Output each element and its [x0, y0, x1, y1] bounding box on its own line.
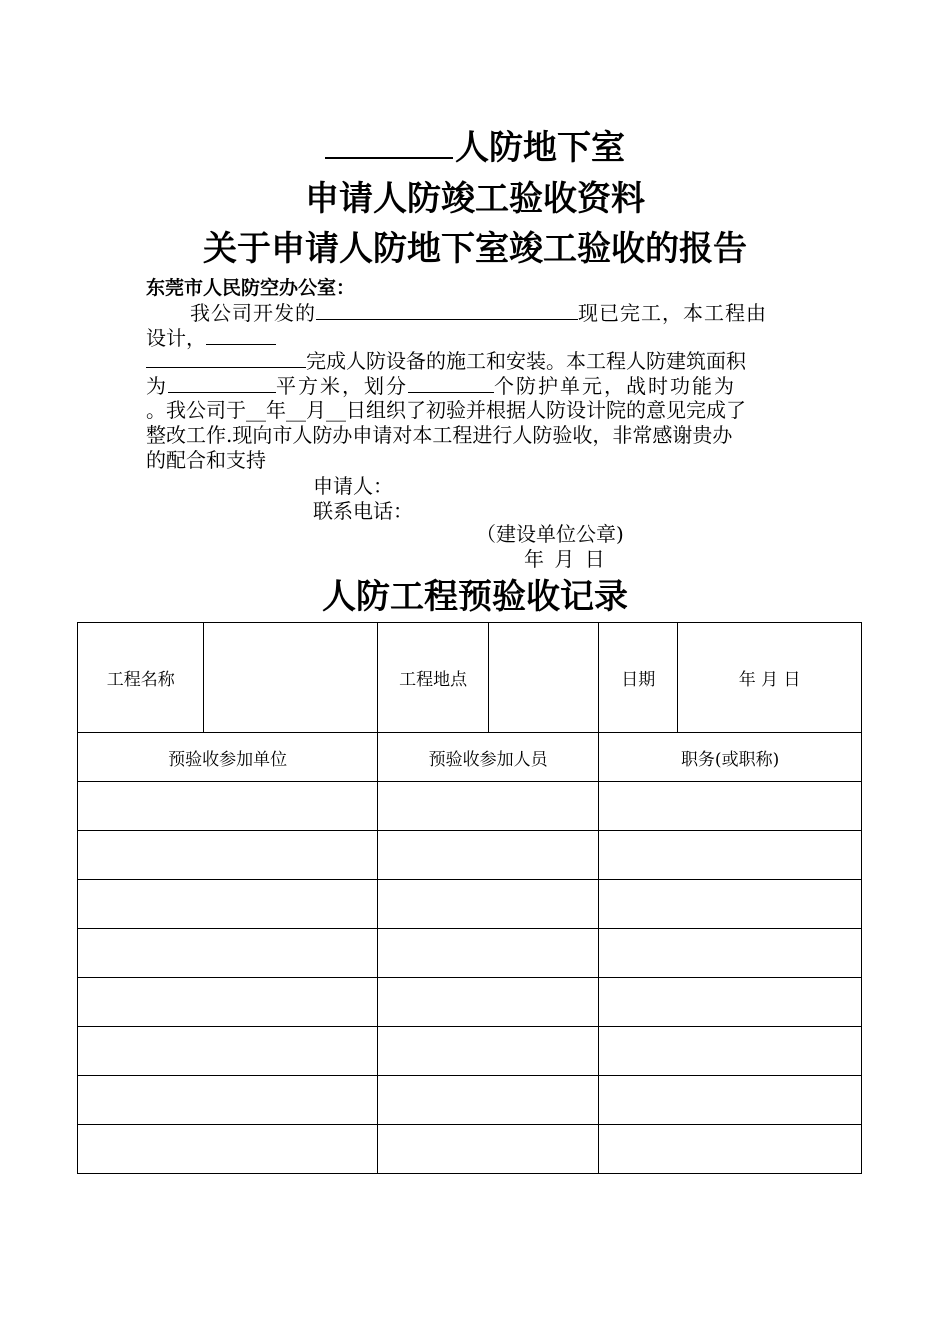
column-header-position: 职务(或职称)	[599, 733, 862, 782]
contractor-blank[interactable]	[146, 348, 306, 368]
p2-text: 完成人防设备的施工和安装。本工程人防建筑面积	[306, 349, 746, 373]
applicant-label: 申请人：	[313, 474, 393, 498]
unit-cell[interactable]	[78, 1125, 378, 1174]
table-row	[78, 1125, 862, 1174]
p3-text-a: 为	[146, 374, 168, 398]
unit-cell[interactable]	[78, 782, 378, 831]
table-row	[78, 831, 862, 880]
paragraph-line-3	[146, 373, 736, 398]
unit-cell[interactable]	[78, 831, 378, 880]
table-header-row	[78, 623, 862, 733]
position-cell[interactable]	[599, 1125, 862, 1174]
letter-date: 年 月 日	[524, 547, 607, 571]
table-columns-row	[78, 733, 862, 782]
addressee: 东莞市人民防空办公室：	[146, 277, 356, 299]
unit-cell[interactable]	[78, 1027, 378, 1076]
pre-acceptance-table	[77, 622, 862, 1174]
unit-cell[interactable]	[78, 1076, 378, 1125]
project-location-label: 工程地点	[378, 623, 489, 733]
title-line-1	[0, 127, 950, 169]
unit-cell[interactable]	[78, 929, 378, 978]
table-row	[78, 1076, 862, 1125]
p3-text-b: 平方米，划分	[276, 374, 408, 398]
table-row	[78, 1027, 862, 1076]
table-row	[78, 978, 862, 1027]
position-cell[interactable]	[599, 782, 862, 831]
paragraph-line-1	[190, 300, 767, 325]
p1-text-b: 现已完工，本工程由	[578, 301, 767, 325]
paragraph-line-2	[146, 348, 746, 373]
project-name-cell[interactable]	[204, 623, 378, 733]
paragraph-line-4: 。我公司于__年__月__日组织了初验并根据人防设计院的意见完成了	[146, 398, 746, 422]
p3-text-c: 个防护单元，战时功能为	[494, 374, 736, 398]
personnel-cell[interactable]	[378, 880, 599, 929]
position-cell[interactable]	[599, 880, 862, 929]
date-label: 日期	[599, 623, 678, 733]
unit-cell[interactable]	[78, 978, 378, 1027]
table-row	[78, 880, 862, 929]
personnel-cell[interactable]	[378, 1125, 599, 1174]
position-cell[interactable]	[599, 978, 862, 1027]
personnel-cell[interactable]	[378, 1027, 599, 1076]
project-location-cell[interactable]	[489, 623, 599, 733]
table-row	[78, 782, 862, 831]
personnel-cell[interactable]	[378, 978, 599, 1027]
title-text-1: 人防地下室	[455, 128, 625, 168]
record-title: 人防工程预验收记录	[322, 577, 628, 617]
personnel-cell[interactable]	[378, 831, 599, 880]
title-line-2: 申请人防竣工验收资料	[305, 179, 645, 219]
position-cell[interactable]	[599, 1076, 862, 1125]
p1-text-a: 我公司开发的	[190, 301, 316, 325]
unit-cell[interactable]	[78, 880, 378, 929]
project-name-label: 工程名称	[78, 623, 204, 733]
project-name-blank[interactable]	[316, 300, 578, 320]
paragraph-line-1b	[146, 325, 276, 350]
units-blank[interactable]	[408, 373, 494, 393]
personnel-cell[interactable]	[378, 782, 599, 831]
area-blank[interactable]	[168, 373, 276, 393]
p1-text-c: 设计，	[146, 326, 206, 350]
column-header-unit: 预验收参加单位	[78, 733, 378, 782]
table-row	[78, 929, 862, 978]
phone-label: 联系电话：	[313, 499, 413, 523]
column-header-personnel: 预验收参加人员	[378, 733, 599, 782]
position-cell[interactable]	[599, 1027, 862, 1076]
designer-blank[interactable]	[206, 325, 276, 345]
paragraph-line-5: 整改工作.现向市人防办申请对本工程进行人防验收，非常感谢贵办	[146, 423, 733, 447]
personnel-cell[interactable]	[378, 1076, 599, 1125]
title-blank[interactable]	[325, 127, 453, 159]
personnel-cell[interactable]	[378, 929, 599, 978]
position-cell[interactable]	[599, 929, 862, 978]
seal-label: （建设单位公章)	[476, 522, 624, 546]
title-line-3: 关于申请人防地下室竣工验收的报告	[203, 229, 747, 269]
paragraph-line-6: 的配合和支持	[146, 448, 266, 472]
date-value[interactable]: 年 月 日	[678, 623, 862, 733]
position-cell[interactable]	[599, 831, 862, 880]
